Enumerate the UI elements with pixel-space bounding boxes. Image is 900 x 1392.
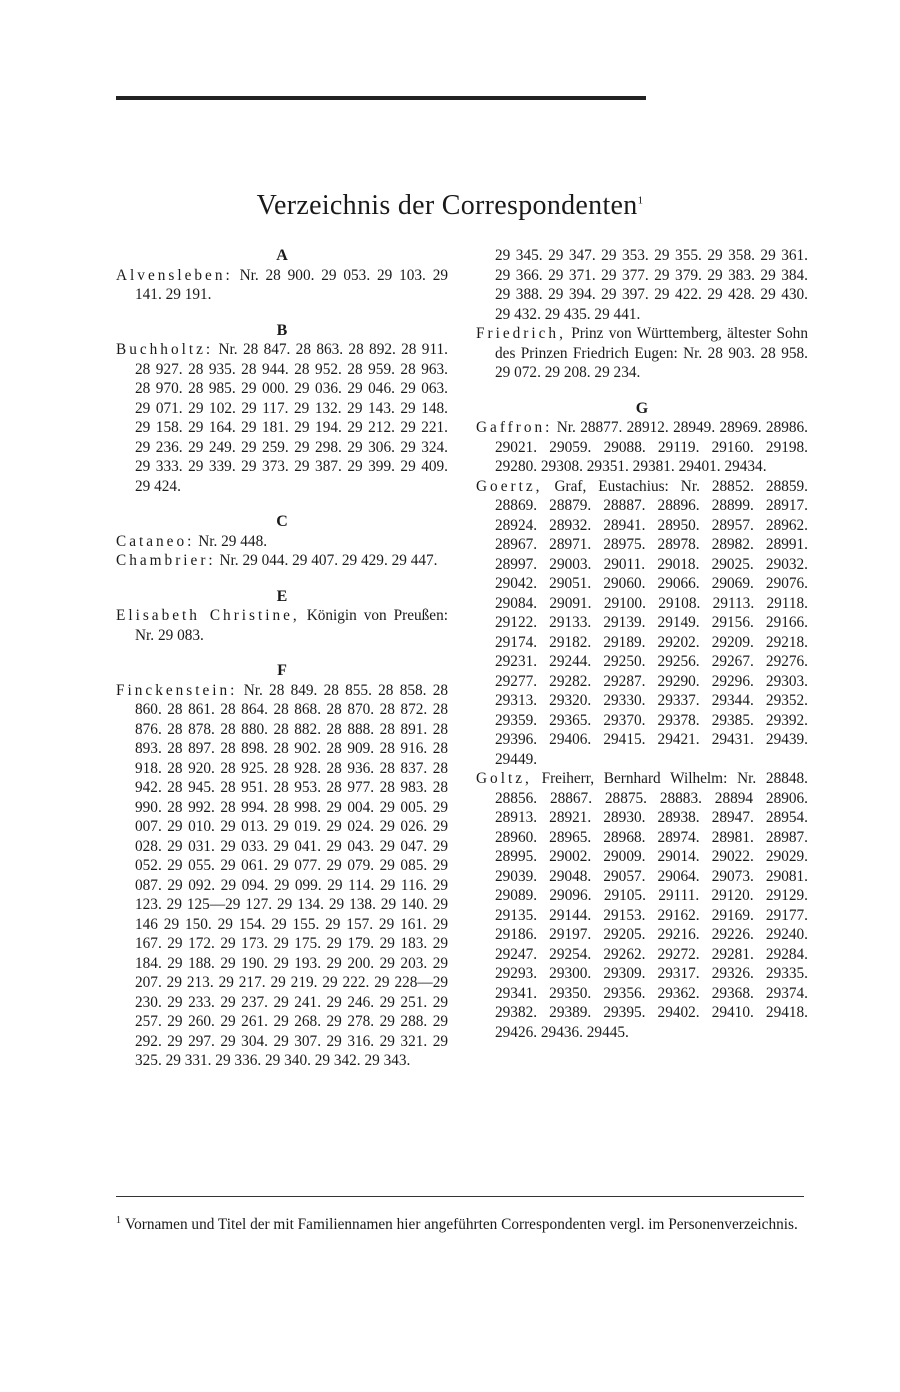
right-column: [476, 246, 808, 1042]
correspondent-name: Gaffron:: [476, 419, 553, 436]
entry-friedrich: [476, 324, 808, 383]
entry-alvensleben: [116, 266, 448, 305]
correspondent-name: Cataneo:: [116, 532, 195, 550]
section-letter-g: G: [635, 399, 649, 417]
entry-goltz: [476, 769, 808, 1042]
correspondent-name: Chambrier:: [116, 552, 216, 569]
entry-elisabeth-christine: [116, 606, 448, 645]
entry-numbers: Nr. 28 849. 28 855. 28 858. 28 860. 28 861. 28 864. 28 868. 28 870. 28 872. 28 876. 28 878. 28 880. 28 882. 28 888. 28 891. 28 893. 28 897. 28 898. 28 902. 28 909. 28 916. 28 918. 28 920. 28 925. 28 928. 28 936. 28 837. 28 942. 28 945. 28 951. 28 953. 28 977. 28 983. 28 990. 28 992. 28 994. 28 998. 29 004. 29 005. 29 007. 29 010. 29 013. 29 019. 29 024. 29 026. 29 028. 29 031. 29 033. 29 041. 29 043. 29 047. 29 052. 29 055. 29 061. 29 077. 29 079. 29 085. 29 087. 29 092. 29 094. 29 099. 29 114. 29 116. 29 123. 29 125—29 127. 29 134. 29 138. 29 140. 29 146 29 150. 29 154. 29 155. 29 157. 29 161. 29 167. 29 172. 29 173. 29 175. 29 179. 29 183. 29 184. 29 188. 29 190. 29 193. 29 200. 29 203. 29 207. 29 213. 29 217. 29 219. 29 222. 29 228—29 230. 29 233. 29 237. 29 241. 29 246. 29 251. 29 257. 29 260. 29 261. 29 268. 29 278. 29 288. 29 292. 29 297. 29 304. 29 307. 29 316. 29 321. 29 325. 29 331. 29 336. 29 340. 29 342. 29 343.: [135, 681, 448, 1069]
page-title-text: Verzeichnis der Correspondenten: [256, 190, 638, 221]
entry-numbers: Nr. 28 847. 28 863. 28 892. 28 911. 28 927. 28 935. 28 944. 28 952. 28 959. 28 963. 28 970. 28 985. 29 000. 29 036. 29 046. 29 063. 29 071. 29 102. 29 117. 29 132. 29 143. 29 148. 29 158. 29 164. 29 181. 29 194. 29 212. 29 221. 29 236. 29 249. 29 259. 29 298. 29 306. 29 324. 29 333. 29 339. 29 373. 29 387. 29 399. 29 409. 29 424.: [135, 341, 448, 495]
entry-gaffron: [476, 418, 808, 477]
entry-numbers: Prinz von Württemberg, ältester Sohn des Prinzen Friedrich Eugen: Nr. 28 903. 28 958. 29 072. 29 208. 29 234.: [495, 325, 808, 381]
entry-finckenstein-continued: 29 345. 29 347. 29 353. 29 355. 29 358. 29 361. 29 366. 29 371. 29 377. 29 379. 29 383. 29 384. 29 388. 29 394. 29 397. 29 422. 29 428. 29 430. 29 432. 29 435. 29 441.: [495, 247, 808, 323]
correspondent-name: Goertz,: [476, 477, 543, 495]
entry-numbers: Nr. 28877. 28912. 28949. 28969. 28986. 29021. 29059. 29088. 29119. 29160. 29198. 29280. 29308. 29351. 29381. 29401. 29434.: [495, 419, 808, 475]
entry-cataneo: [116, 532, 448, 552]
section-letter-e: E: [276, 587, 288, 605]
footnote-rule: [116, 1196, 804, 1197]
correspondent-name: Buchholtz:: [116, 341, 214, 358]
correspondent-name: Elisabeth Christine,: [116, 607, 300, 624]
page-title: [0, 190, 900, 222]
footnote-text: Vornamen und Titel der mit Familiennamen hier angeführten Correspondenten vergl. im Personenverzeichnis.: [125, 1216, 798, 1234]
section-letter-f: F: [277, 662, 287, 679]
section-letter-b: B: [276, 321, 288, 339]
footnote: [116, 1210, 804, 1235]
correspondent-name: Finckenstein:: [116, 681, 238, 699]
section-letter-a: A: [276, 247, 288, 264]
entry-numbers: Königin von Preußen: Nr. 29 083.: [135, 607, 448, 644]
entry-chambrier: [116, 551, 448, 571]
entry-finckenstein: [116, 681, 448, 1071]
correspondent-name: Friedrich,: [476, 325, 566, 342]
entry-numbers: Graf, Eustachius: Nr. 28852. 28859. 28869. 28879. 28887. 28896. 28899. 28917. 28924. 28932. 28941. 28950. 28957. 28962. 28967. 28971. 28975. 28978. 28982. 28991. 28997. 29003. 29011. 29018. 29025. 29032. 29042. 29051. 29060. 29066. 29069. 29076. 29084. 29091. 29100. 29108. 29113. 29118. 29122. 29133. 29139. 29149. 29156. 29166. 29174. 29182. 29189. 29202. 29209. 29218. 29231. 29244. 29250. 29256. 29267. 29276. 29277. 29282. 29287. 29290. 29296. 29303. 29313. 29320. 29330. 29337. 29344. 29352. 29359. 29365. 29370. 29378. 29385. 29392. 29396. 29406. 29415. 29421. 29431. 29439. 29449.: [495, 477, 808, 768]
correspondent-name: Alvensleben:: [116, 266, 233, 284]
entry-numbers: Nr. 29 044. 29 407. 29 429. 29 447.: [219, 552, 438, 569]
entry-numbers: Freiherr, Bernhard Wilhelm: Nr. 28848. 28856. 28867. 28875. 28883. 28894 28906. 28913. 28921. 28930. 28938. 28947. 28954. 28960. 28965. 28968. 28974. 28981. 28987. 28995. 29002. 29009. 29014. 29022. 29029. 29039. 29048. 29057. 29064. 29073. 29081. 29089. 29096. 29105. 29111. 29120. 29129. 29135. 29144. 29153. 29162. 29169. 29177. 29186. 29197. 29205. 29216. 29226. 29240. 29247. 29254. 29262. 29272. 29281. 29284. 29293. 29300. 29309. 29317. 29326. 29335. 29341. 29350. 29356. 29362. 29368. 29374. 29382. 29389. 29395. 29402. 29410. 29418. 29426. 29436. 29445.: [495, 770, 809, 1041]
entry-buchholtz: [116, 340, 448, 496]
correspondent-name: Goltz,: [476, 770, 532, 787]
left-column: [116, 246, 448, 1071]
section-letter-c: C: [276, 513, 288, 530]
entry-numbers: Nr. 29 448.: [198, 532, 268, 550]
footnote-mark: 1: [116, 1215, 121, 1226]
top-rule: [116, 96, 646, 100]
entry-goertz: [476, 477, 808, 770]
title-footnote-mark: 1: [637, 194, 644, 207]
entry-numbers: Nr. 28 900. 29 053. 29 103. 29 141. 29 191.: [135, 266, 449, 303]
